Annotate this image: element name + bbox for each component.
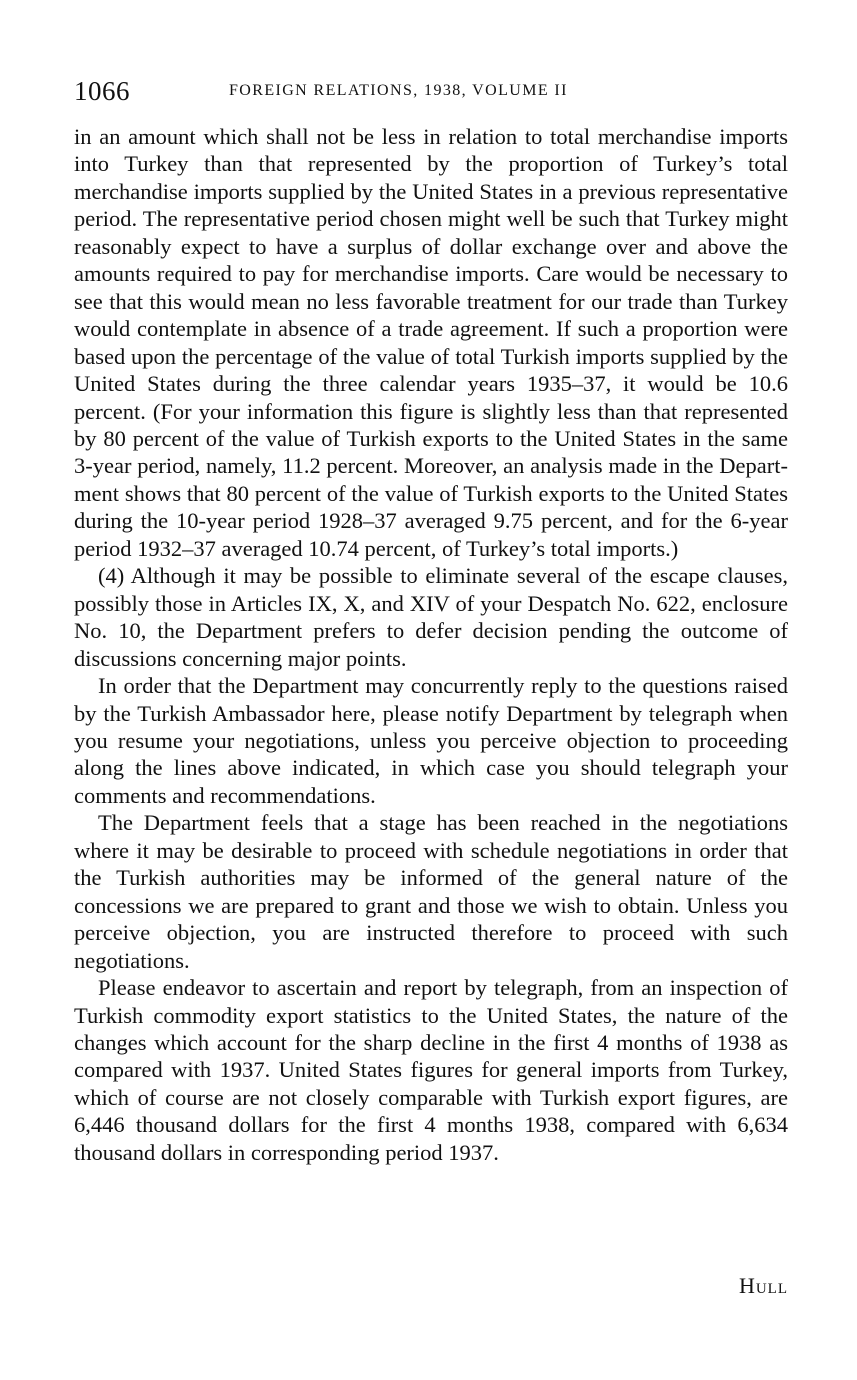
paragraph-escape-clauses: (4) Although it may be possible to eliminate several of the escape clauses, possibly those in Articles IX, X, and XIV of your Despatch No. 622, enclosure No. 10, the Department prefers to defer decision pending the outcome of discussions concerning major points. <box>74 563 788 671</box>
paragraph-continuation: in an amount which shall not be less in relation to total merchandise imports into Turkey than that represented by the proportion of Turkey’s total merchandise imports supplied by the United States in a previous representative period. The representative period chosen might well be such that Turkey might reasonably expect to have a surplus of dollar exchange over and above the amounts required to pay for merchandise imports. Care would be necessary to see that this would mean no less favorable treatment for our trade than Turkey would contemplate in absence of a trade agreement. If such a proportion were based upon the percentage of the value of total Turkish imports supplied by the United States during the three calendar years 1935–37, it would be 10.6 percent. (For your information this figure is slightly less than that represented by 80 percent of the value of Turkish exports to the United States in the same 3-year period, namely, 11.2 percent. Moreover, an analysis made in the Department shows that 80 percent of the value of Turkish exports to the United States during the 10-year period 1928–37 averaged 9.75 percent, and for the 6-year period 1932–37 averaged 10.74 percent, of Turkey’s total imports.) <box>74 124 788 561</box>
running-head: FOREIGN RELATIONS, 1938, VOLUME II <box>229 82 568 99</box>
body-text <box>74 123 788 1166</box>
page-number: 1066 <box>74 76 130 106</box>
paragraph-export-statistics: Please endeavor to ascertain and report by telegraph, from an inspection of Turkish commodity export statistics to the United States, the nature of the changes which account for the sharp decline in the first 4 months of 1938 as compared with 1937. United States figures for general imports from Turkey, which of course are not closely comparable with Turkish export figures, are 6,446 thousand dollars for the first 4 months 1938, compared with 6,634 thousand dollars in corresponding period 1937. <box>74 975 788 1165</box>
paragraph-notify-department: In order that the Department may concurrently reply to the questions raised by the Turkish Ambassador here, please notify Department by telegraph when you resume your negotiations, unless you perceive objection to proceeding along the lines above indicated, in which case you should telegraph your comments and recommendations. <box>74 673 788 808</box>
page-header <box>74 74 786 108</box>
signature: Hull <box>738 1273 788 1298</box>
paragraph-schedule-negotiations: The Department feels that a stage has been reached in the negotiations where it may be desirable to proceed with schedule negotiations in order that the Turkish authorities may be informed of the general nature of the concessions we are prepared to grant and those we wish to obtain. Unless you perceive objection, you are instructed therefore to proceed with such negotiations. <box>74 810 788 973</box>
